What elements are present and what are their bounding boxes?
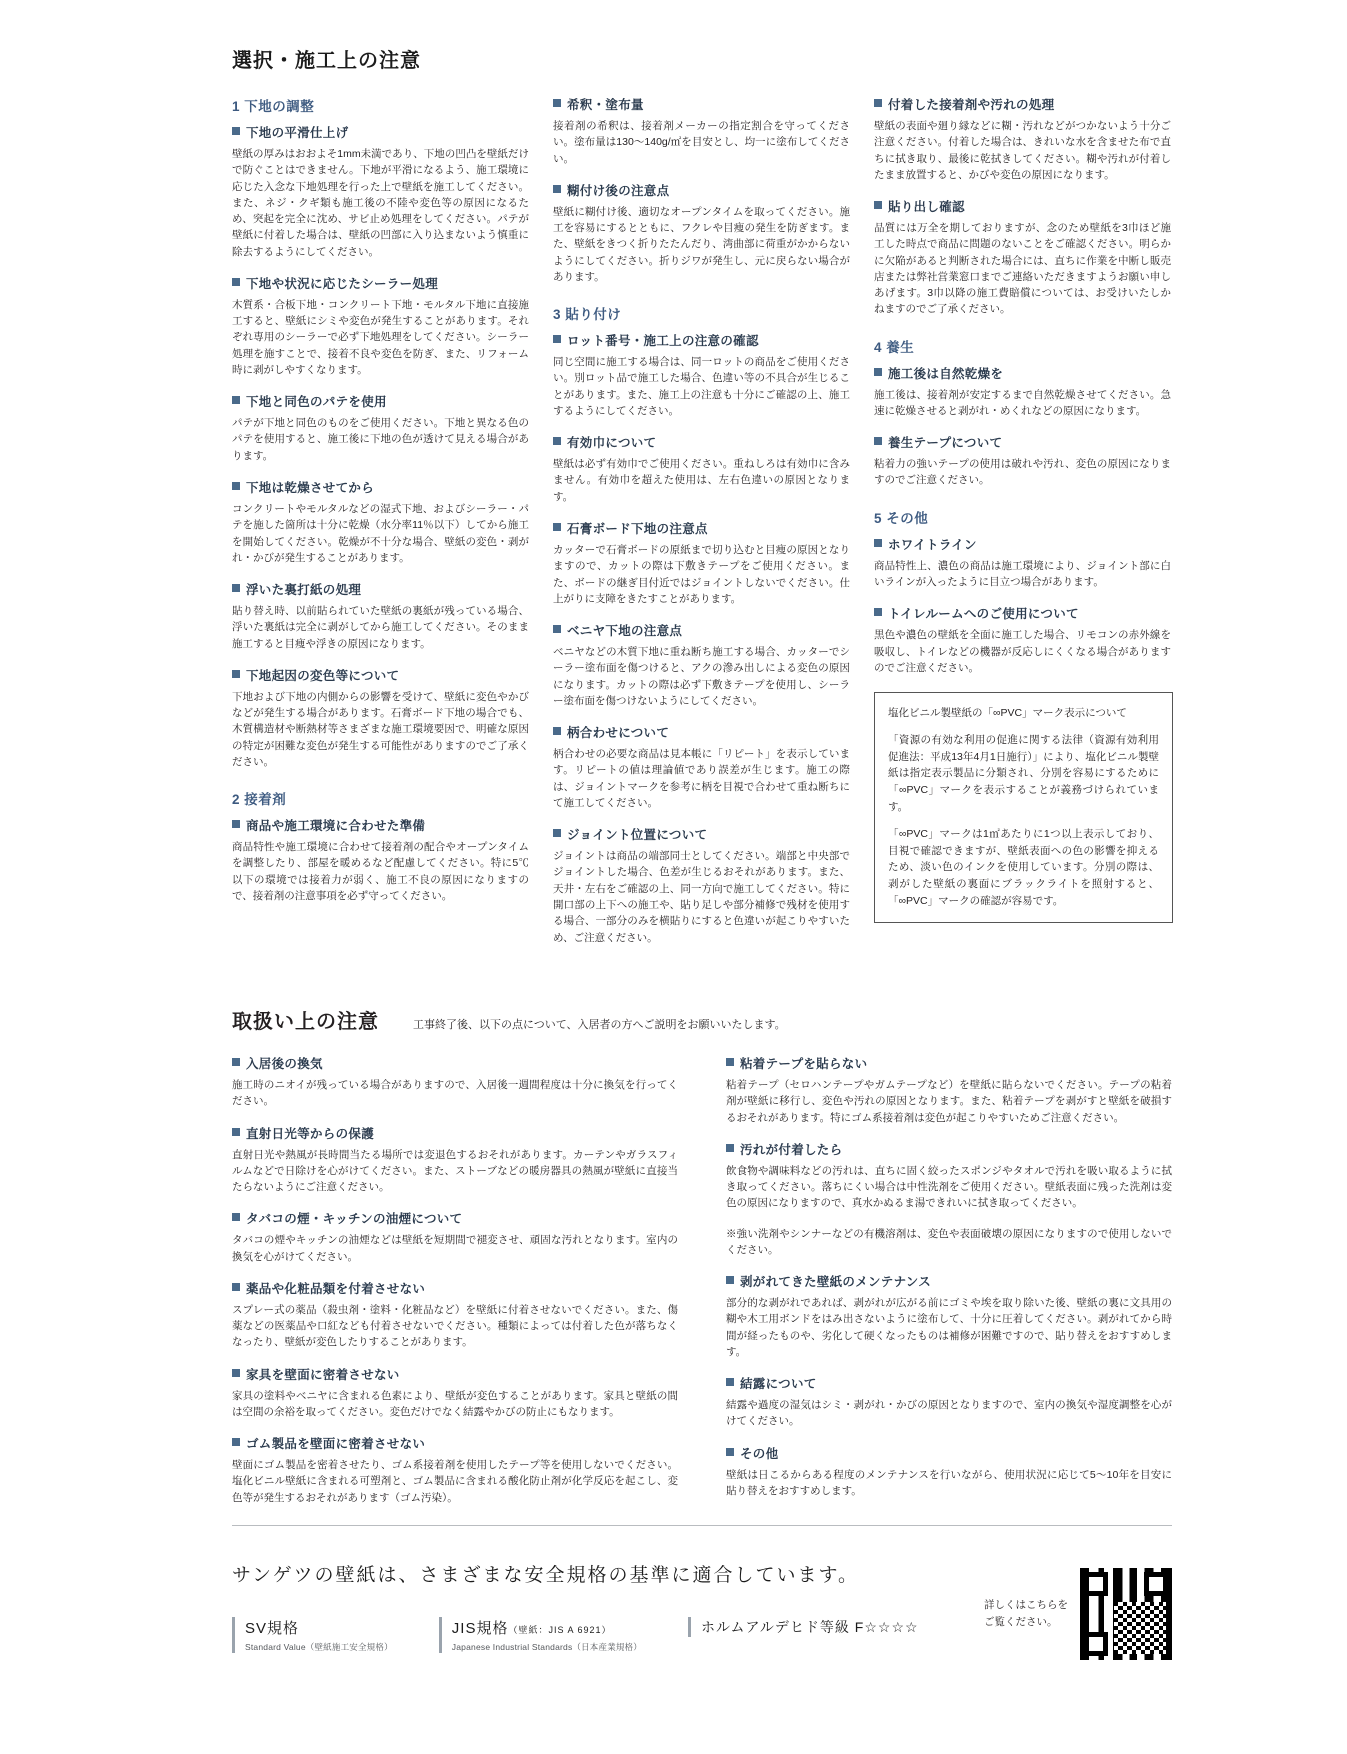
section2-subtitle: 工事終了後、以下の点について、入居者の方へご説明をお願いいたします。: [413, 1019, 786, 1031]
bullet-square-icon: [232, 1058, 240, 1066]
topic-heading-label: 有効巾について: [567, 436, 657, 451]
topic-heading: [232, 1124, 678, 1142]
bullet-square-icon: [232, 396, 240, 404]
topic-heading: [553, 519, 850, 537]
qr-caption-line-2: ご覧ください。: [984, 1616, 1058, 1628]
bullet-square-icon: [874, 608, 882, 616]
subsection-heading: 5 その他: [874, 510, 929, 526]
topic-heading-label: 柄合わせについて: [567, 726, 670, 741]
topic-heading: [874, 95, 1171, 113]
footer-divider: [232, 1525, 1172, 1526]
body-paragraph: 商品特性上、濃色の商品は施工環境により、ジョイント部に白いラインが入ったように目立つ場合があります。: [874, 559, 1171, 588]
bullet-square-icon: [874, 437, 882, 445]
bullet-square-icon: [232, 278, 240, 286]
section2-column-2: [726, 1054, 1172, 1520]
bullet-square-icon: [232, 820, 240, 828]
bullet-square-icon: [553, 829, 561, 837]
topic-heading: [874, 197, 1171, 215]
body-paragraph: コンクリートやモルタルなどの湿式下地、およびシーラー・パテを施した箇所は十分に乾燥（水分率11％以下）してから施工を開始してください。乾燥が不十分な場合、壁紙の変色・剥がれ・かびが発生することがあります。: [232, 502, 529, 564]
topic-heading-label: 下地や状況に応じたシーラー処理: [246, 276, 439, 291]
topic-heading-label: 家具を壁面に密着させない: [246, 1367, 400, 1382]
topic-heading-label: 結露について: [740, 1377, 817, 1392]
body-paragraph: 商品特性や施工環境に合わせて接着剤の配合やオープンタイムを調整したり、部屋を暖めるなど配慮してください。特に5℃以下の環境では接着力が弱く、施工不良の原因になりますので、接着剤の注意事項を必ず守ってください。: [232, 841, 529, 902]
topic-heading-label: トイレルームへのご使用について: [888, 607, 1079, 622]
body-paragraph: 直射日光や熱風が長時間当たる場所では変退色するおそれがあります。カーテンやガラスフィルムなどで日除けを心がけてください。また、ストーブなどの暖房器具の熱風が壁紙に直接当たらないようにご注意ください。: [232, 1148, 678, 1194]
topic-heading-label: 付着した接着剤や汚れの処理: [888, 98, 1055, 112]
topic-heading-label: 施工後は自然乾燥を: [888, 366, 1004, 381]
topic-heading: [553, 95, 850, 113]
body-paragraph: 壁紙の厚みはおおよそ1mm未満であり、下地の凹凸を壁紙だけで防ぐことはできません。下地が平滑になるよう、施工環境に応じた入念な下地処理を行った上で壁紙を施工してください。また、ネジ・クギ類も施工後の不陸や変色等の原因になるため、突起を完全に沈め、サビ止め処理をしてください。パテが壁紙に付着した場合は、壁紙の凹部に入り込まないよう慎重に除去するようにしてください。: [232, 148, 529, 258]
body-paragraph: 粘着力の強いテープの使用は破れや汚れ、変色の原因になりますのでご注意ください。: [874, 458, 1171, 487]
body-paragraph: 接着剤の希釈は、接着剤メーカーの指定割合を守ってください。塗布量は130～140g/㎡を目安とし、均一に塗布してください。: [553, 120, 850, 165]
topic-heading-label: 糊付け後の注意点: [567, 183, 670, 198]
section1-column-2: [553, 95, 850, 960]
pvc-box-line-2: 「資源の有効な利用の促進に関する法律（資源有効利用促進法：平成13年4月1日施行）」により、塩化ビニル製壁紙は指定表示製品に分類され、分別を容易にするために「∞PVC」マークを表示することが義務づけられています。: [888, 733, 1159, 814]
topic-heading-label: その他: [740, 1446, 779, 1461]
bullet-square-icon: [553, 523, 561, 531]
qr-finder-bottom-left: [1084, 1632, 1108, 1656]
qr-code-area: [984, 1568, 1172, 1660]
body-paragraph: 壁紙は必ず有効巾でご使用ください。重ねしろは有効巾に含みません。有効巾を超えた使用は、左右色違いの原因となります。: [553, 458, 850, 503]
topic-heading: [232, 580, 529, 598]
section-handling-notes: [232, 1005, 1172, 1520]
topic-heading-label: 商品や施工環境に合わせた準備: [246, 819, 426, 834]
topic-heading-label: 薬品や化粧品類を付着させない: [246, 1281, 426, 1296]
topic-heading-label: 石膏ボード下地の注意点: [567, 521, 708, 536]
bullet-square-icon: [726, 1448, 734, 1456]
topic-heading-label: ロット番号・施工上の注意の確認: [567, 334, 759, 349]
topic-heading-label: 養生テープについて: [888, 436, 1003, 451]
badge-sv: [232, 1617, 393, 1653]
body-paragraph: ※強い洗剤やシンナーなどの有機溶剤は、変色や表面破壊の原因になりますので使用しないでください。: [726, 1227, 1172, 1256]
topic-heading: [553, 331, 850, 349]
section1-columns: [232, 95, 1172, 960]
bullet-square-icon: [874, 201, 882, 209]
section2-title: 取扱い上の注意: [232, 1011, 379, 1033]
topic-heading-label: タバコの煙・キッチンの油煙について: [246, 1212, 463, 1227]
subsection-heading: 1 下地の調整: [232, 99, 315, 114]
body-paragraph: 黒色や濃色の壁紙を全面に施工した場合、リモコンの赤外線を吸収し、トイレなどの機器が反応しにくくなる場合がありますのでご注意ください。: [874, 629, 1171, 674]
topic-heading: [726, 1374, 1172, 1392]
bullet-square-icon: [874, 368, 882, 376]
topic-heading-label: 直射日光等からの保護: [246, 1126, 375, 1141]
body-paragraph: 部分的な剥がれであれば、剥がれが広がる前にゴミや埃を取り除いた後、壁紙の裏に文具用の糊や木工用ボンドをはみ出さないように塗布して、十分に圧着してください。剥がれてから時間が経ったものや、劣化して硬くなったものは補修が困難ですので、貼り替えをおすすめします。: [726, 1297, 1172, 1358]
topic-heading: [726, 1054, 1172, 1072]
bullet-square-icon: [874, 539, 882, 547]
body-paragraph: 品質には万全を期しておりますが、念のため壁紙を3巾ほど施工した時点で商品に問題のないことをご確認ください。明らかに欠陥があると判断された場合には、直ちに作業を中断し販売店または弊社営業窓口までご連絡いただきますようお願い申しあげます。3巾以降の施工費賠償については、お受けいたしかねますのでご了承ください。: [874, 222, 1171, 316]
topic-heading: [232, 1279, 678, 1297]
body-paragraph: 家具の塗料やベニヤに含まれる色素により、壁紙が変色することがあります。家具と壁紙の間は空間の余裕を取ってください。変色だけでなく結露やかびの防止にもなります。: [232, 1389, 678, 1418]
subsection-heading: 2 接着剤: [232, 792, 287, 808]
topic-heading: [232, 274, 529, 292]
topic-heading: [553, 433, 850, 451]
bullet-square-icon: [553, 99, 561, 107]
topic-heading: [553, 621, 850, 639]
bullet-square-icon: [726, 1058, 734, 1066]
body-paragraph: 施工後は、接着剤が安定するまで自然乾燥させてください。急速に乾燥させると剥がれ・めくれなどの原因になります。: [874, 388, 1171, 417]
section1-title: 選択・施工上の注意: [232, 50, 421, 72]
section2-columns: [232, 1054, 1172, 1520]
bullet-square-icon: [553, 335, 561, 343]
body-paragraph: 柄合わせの必要な商品は見本帳に「リピート」を表示しています。リピートの値は理論値であり誤差が生じます。施工の際は、ジョイントマークを参考に柄を目視で合わせて重ね断ちにて施工してください。: [553, 748, 850, 809]
bullet-square-icon: [726, 1144, 734, 1152]
topic-heading-label: 下地は乾燥させてから: [246, 480, 375, 495]
topic-heading: [726, 1272, 1172, 1290]
body-paragraph: ベニヤなどの木質下地に重ね断ち施工する場合、カッターでシーラー塗布面を傷つけると、アクの滲み出しによる変色の原因になります。カットの際は必ず下敷きテープを使用し、シーラー塗布面を傷つけないようにしてください。: [553, 646, 850, 707]
bullet-square-icon: [553, 625, 561, 633]
topic-heading-label: 汚れが付着したら: [740, 1142, 843, 1157]
body-paragraph: 粘着テープ（セロハンテープやガムテープなど）を壁紙に貼らないでください。テープの粘着剤が壁紙に移行し、変色や汚れの原因となります。また、粘着テープを剥がすと壁紙を破損するおそれがあります。特にゴム系接着剤は変色が起こりやすいためご注意ください。: [726, 1079, 1172, 1124]
topic-heading-label: 下地起因の変色等について: [246, 668, 400, 683]
topic-heading: [232, 1209, 678, 1227]
footer-headline: サンゲツの壁紙は、さまざまな安全規格の基準に適合しています。: [232, 1565, 859, 1586]
badge-formaldehyde-title: ホルムアルデヒド等級 F☆☆☆☆: [701, 1619, 919, 1635]
body-paragraph: 施工時のニオイが残っている場合がありますので、入居後一週間程度は十分に換気を行ってください。: [232, 1079, 678, 1108]
topic-heading: [553, 825, 850, 843]
topic-heading: [874, 604, 1171, 622]
topic-heading: [874, 433, 1171, 451]
bullet-square-icon: [232, 584, 240, 592]
body-paragraph: ジョイントは商品の端部同士としてください。端部と中央部でジョイントした場合、色差が生じるおそれがあります。また、天井・左右をご確認の上、同一方向で施工してください。特に開口部の上下への施工や、貼り足しや部分補修で残材を使用する場合、一部分のみを横貼りにすると色違いが起こりやすいため、ご注意ください。: [553, 850, 850, 944]
topic-heading: [553, 181, 850, 199]
qr-caption-line-1: 詳しくはこちらを: [984, 1599, 1068, 1612]
topic-heading: [232, 816, 529, 834]
body-paragraph: スプレー式の薬品（殺虫剤・塗料・化粧品など）を壁紙に付着させないでください。また、傷薬などの医薬品や口紅なども付着させないでください。種類によっては付着した色が落ちなくなったり、壁紙が変色したりすることがあります。: [232, 1303, 678, 1349]
topic-heading: [232, 123, 529, 141]
bullet-square-icon: [553, 437, 561, 445]
topic-heading-label: ゴム製品を壁面に密着させない: [246, 1437, 426, 1452]
bullet-square-icon: [232, 482, 240, 490]
body-paragraph: 壁紙に糊付け後、適切なオープンタイムを取ってください。施工を容易にするとともに、フクレや目痩の発生を防ぎます。また、壁紙をきつく折りたたんだり、湾曲部に荷重がかからないようにしてください。折りジワが発生し、元に戻らない場合があります。: [553, 205, 850, 283]
section-selection-construction-notes: [232, 44, 1172, 960]
section2-column-1: [232, 1054, 678, 1520]
bullet-square-icon: [232, 670, 240, 678]
badge-formaldehyde: [688, 1617, 919, 1637]
subsection-heading: 3 貼り付け: [553, 307, 622, 323]
badge-jis-sub: Japanese Industrial Standards（日本産業規格）: [451, 1642, 643, 1652]
bullet-square-icon: [232, 1438, 240, 1446]
topic-heading: [553, 723, 850, 741]
body-paragraph: 同じ空間に施工する場合は、同一ロットの商品をご使用ください。別ロット品で施工した場合、色違い等の不具合が生じることがあります。また、施工上の注意も十分にご確認の上、施工するようにしてください。: [553, 356, 850, 417]
bullet-square-icon: [232, 1128, 240, 1136]
body-paragraph: タバコの煙やキッチンの油煙などは壁紙を短期間で褪変させ、頑固な汚れとなります。室内の換気を心がけてください。: [232, 1234, 678, 1263]
topic-heading: [232, 392, 529, 410]
bullet-square-icon: [726, 1276, 734, 1284]
topic-heading: [726, 1444, 1172, 1462]
badge-sv-sub: Standard Value（壁紙施工安全規格）: [245, 1642, 393, 1652]
badge-jis-title: [452, 1617, 642, 1638]
topic-heading-label: 浮いた裏打紙の処理: [246, 583, 362, 598]
bullet-square-icon: [553, 727, 561, 735]
topic-heading: [874, 535, 1171, 553]
topic-heading-label: 貼り出し確認: [888, 200, 965, 215]
topic-heading-label: ベニヤ下地の注意点: [567, 624, 683, 639]
topic-heading: [232, 478, 529, 496]
badge-jis: [439, 1617, 642, 1653]
body-paragraph: 貼り替え時、以前貼られていた壁紙の裏紙が残っている場合、浮いた裏紙は完全に剥がしてから施工してください。そのまま施工すると目痩や浮きの原因になります。: [232, 605, 529, 650]
body-paragraph: 壁紙は日こるからある程度のメンテナンスを行いながら、使用状況に応じて5～10年を目安に貼り替えをおすすめします。: [726, 1468, 1172, 1497]
pvc-mark-info-box: [874, 692, 1173, 923]
bullet-square-icon: [232, 1283, 240, 1291]
section2-header: [232, 1005, 1172, 1034]
topic-heading: [726, 1140, 1172, 1158]
topic-heading: [232, 1054, 678, 1072]
topic-heading: [874, 364, 1171, 382]
body-paragraph: 結露や過度の湿気はシミ・剥がれ・かびの原因となりますので、室内の換気や湿度調整を心がけてください。: [726, 1399, 1172, 1428]
qr-caption: [984, 1597, 1068, 1631]
body-paragraph: パテが下地と同色のものをご使用ください。下地と異なる色のパテを使用すると、施工後に下地の色が透けて見える場合があります。: [232, 417, 529, 462]
topic-heading: [232, 666, 529, 684]
bullet-square-icon: [726, 1378, 734, 1386]
body-paragraph: カッターで石膏ボードの原紙まで切り込むと目痩の原因となりますので、カットの際は下敷きテープをご使用ください。また、ボードの継ぎ目付近ではジョイントしないでください。仕上がりに支障をきたすことがあります。: [553, 543, 850, 605]
subsection-heading: 4 養生: [874, 339, 915, 355]
bullet-square-icon: [874, 99, 882, 107]
pvc-box-line-3: 「∞PVC」マークは1㎡あたりに1つ以上表示しており、目視で確認できますが、壁紙表面への色の影響を抑えるため、淡い色のインクを使用しています。分別の際は、剥がした壁紙の裏面にブラックライトを照射すると、「∞PVC」マークの確認が容易です。: [888, 827, 1159, 908]
topic-heading: [232, 1365, 678, 1383]
bullet-square-icon: [232, 1369, 240, 1377]
badge-sv-title: SV規格: [245, 1620, 300, 1637]
body-paragraph: 壁紙の表面や廻り縁などに糊・汚れなどがつかないよう十分ご注意ください。付着した場合は、きれいな水を含ませた布で直ちに拭き取り、最後に乾拭きしてください。糊や汚れが付着したまま放置すると、かびや変色の原因になります。: [874, 120, 1171, 181]
section1-column-1: [232, 95, 529, 960]
bullet-square-icon: [232, 1213, 240, 1221]
badge-jis-main: JIS規格: [451, 1620, 509, 1637]
bullet-square-icon: [232, 127, 240, 135]
badge-jis-note: （壁紙：JIS A 6921）: [508, 1625, 612, 1635]
topic-heading-label: 入居後の換気: [246, 1057, 323, 1071]
topic-heading-label: ジョイント位置について: [567, 828, 708, 843]
body-paragraph: 下地および下地の内側からの影響を受けて、壁紙に変色やかびなどが発生する場合があります。石膏ボード下地の場合でも、木質構造材や断熱材等さまざまな施工環境要因で、明確な原因の特定が困難な変色が発生する可能性がありますのでご了承ください。: [232, 690, 529, 768]
pvc-box-line-1: 塩化ビニル製壁紙の「∞PVC」マーク表示について: [888, 707, 1127, 720]
body-paragraph: 壁面にゴム製品を密着させたり、ゴム系接着剤を使用したテープ等を使用しないでください。塩化ビニル壁紙に含まれる可塑剤と、ゴム製品に含まれる酸化防止剤が化学反応を起こし、変色等が発生するおそれがあります（ゴム汚染）。: [232, 1459, 678, 1504]
qr-code-icon[interactable]: [1080, 1568, 1172, 1660]
topic-heading-label: 下地の平滑仕上げ: [246, 126, 349, 140]
topic-heading-label: 剥がれてきた壁紙のメンテナンス: [740, 1275, 932, 1290]
topic-heading-label: 粘着テープを貼らない: [740, 1057, 868, 1071]
body-paragraph: 木質系・合板下地・コンクリート下地・モルタル下地に直接施工すると、壁紙にシミや変色が発生することがあります。それぞれ専用のシーラーで必ず下地処理をしてください。シーラー処理を施すことで、接着不良や変色を防ぎ、また、リフォーム時に剥がしやすくなります。: [232, 298, 529, 376]
body-paragraph: 飲食物や調味料などの汚れは、直ちに固く絞ったスポンジやタオルで汚れを吸い取るように拭き取ってください。落ちにくい場合は中性洗剤をご使用ください。壁紙表面に残った洗剤は変色の原因になりますので、真水かぬるま湯できれいに拭き取ってください。: [726, 1164, 1172, 1210]
topic-heading-label: 下地と同色のパテを使用: [246, 395, 387, 410]
topic-heading: [232, 1434, 678, 1452]
topic-heading-label: ホワイトライン: [888, 537, 977, 552]
bullet-square-icon: [553, 185, 561, 193]
qr-pattern: [1114, 1602, 1166, 1654]
topic-heading-label: 希釈・塗布量: [567, 98, 644, 112]
section1-column-3: [874, 95, 1171, 960]
